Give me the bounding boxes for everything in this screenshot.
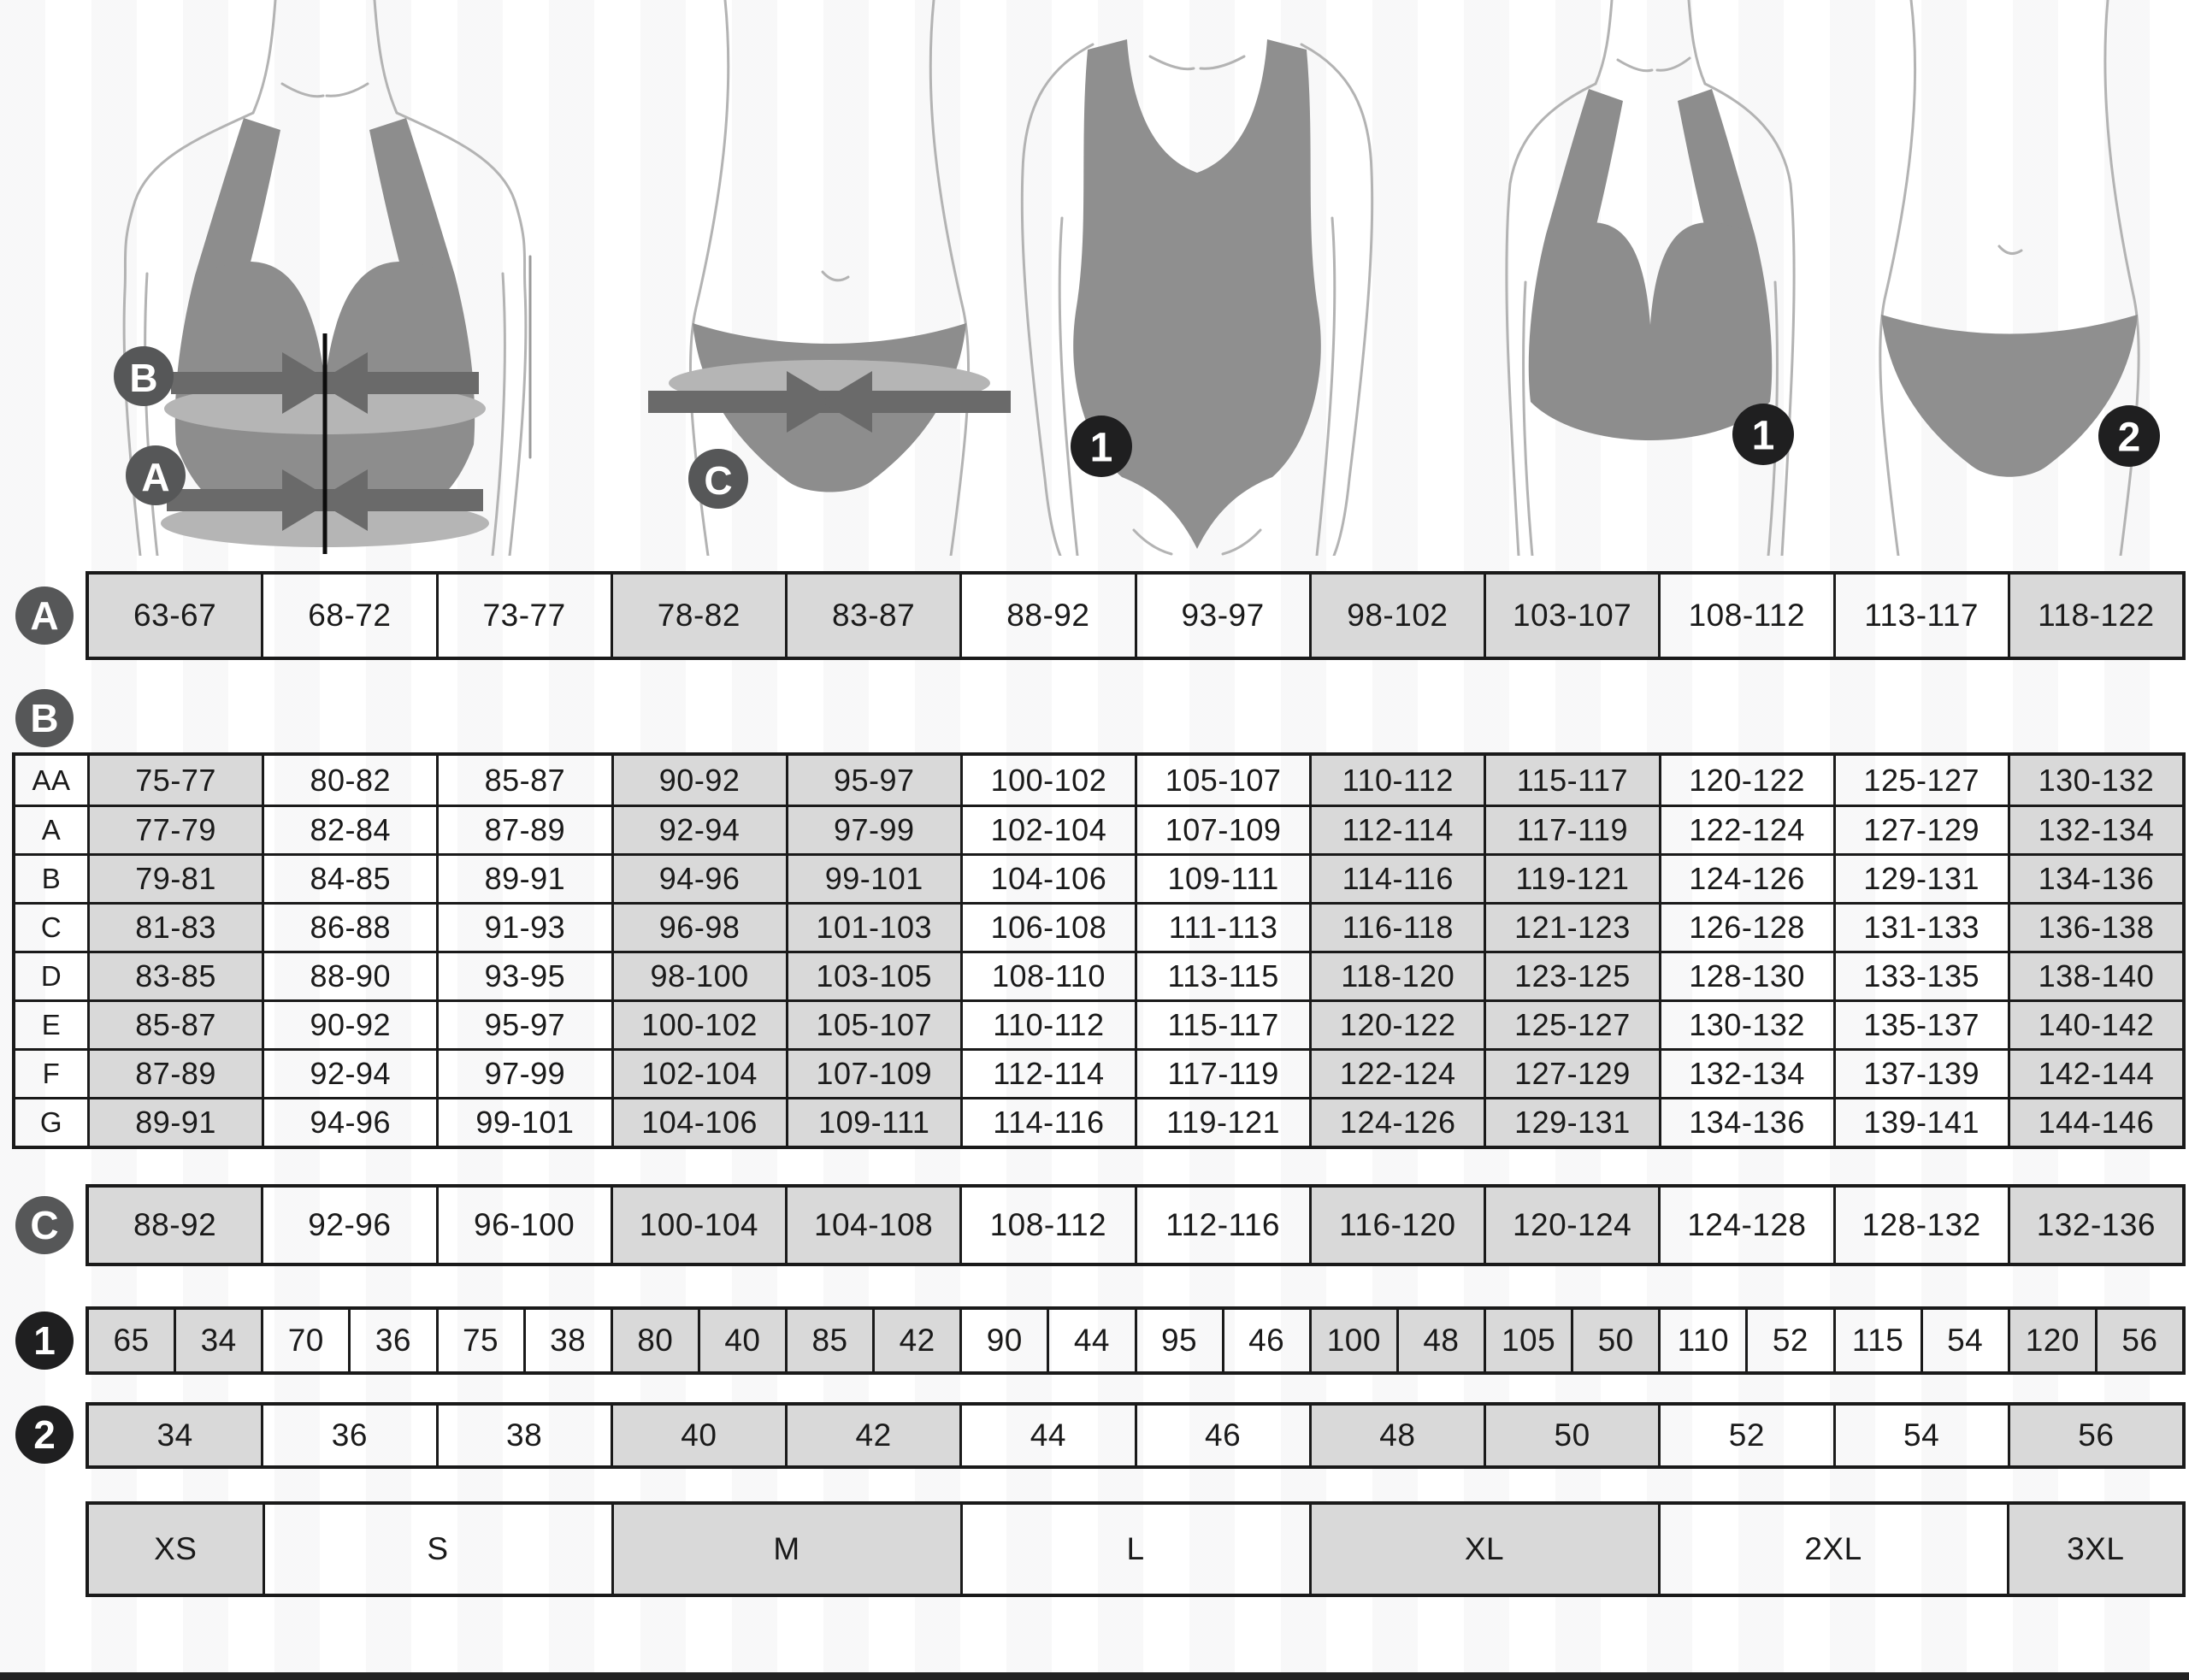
table-cell: 34: [89, 1406, 261, 1465]
table-cell: 130-132: [1659, 999, 1833, 1048]
table-cell: 42: [785, 1406, 959, 1465]
table-cell: 97-99: [786, 805, 960, 853]
table-cell: 124-128: [1658, 1188, 1832, 1263]
table-cell: 100-102: [960, 756, 1135, 805]
table-cell: 101-103: [786, 902, 960, 951]
cup-row-label: C: [15, 902, 87, 951]
table-cell: 50: [1571, 1310, 1658, 1371]
table-cell: 139-141: [1833, 1097, 2008, 1146]
table-cell: 52: [1658, 1406, 1832, 1465]
table-cell: 134-136: [2008, 853, 2182, 902]
table-cell: 100: [1309, 1310, 1396, 1371]
cup-row-label: B: [15, 853, 87, 902]
bottom-border-bar: [0, 1672, 2189, 1680]
table-cell: 103-107: [1484, 575, 1658, 657]
table-cell: 34: [174, 1310, 261, 1371]
table-cell: 87-89: [87, 1048, 262, 1097]
table-cell: 142-144: [2008, 1048, 2182, 1097]
table-cell: 46: [1135, 1406, 1309, 1465]
badge-c-icon: [688, 449, 748, 509]
size-cell: XS: [89, 1505, 263, 1594]
bra-measurement-illustration: [51, 0, 599, 556]
table-cell: 96-100: [436, 1188, 611, 1263]
table-cell: 94-96: [262, 1097, 436, 1146]
table-cell: 36: [348, 1310, 435, 1371]
brief-size-table: [86, 1402, 2186, 1469]
table-cell: 108-112: [1658, 575, 1832, 657]
table-cell: 46: [1222, 1310, 1309, 1371]
table-cell: 132-134: [2008, 805, 2182, 853]
table-cell: 121-123: [1484, 902, 1658, 951]
table-cell: 107-109: [1135, 805, 1309, 853]
table-cell: 131-133: [1833, 902, 2008, 951]
briefs-illustration: [1830, 0, 2189, 556]
bra-figure: [1437, 0, 1864, 556]
table-cell: 82-84: [262, 805, 436, 853]
table-cell: 38: [436, 1406, 611, 1465]
table-cell: 120-122: [1659, 756, 1833, 805]
table-cell: 36: [261, 1406, 435, 1465]
table-cell: 48: [1396, 1310, 1484, 1371]
table-cell: 138-140: [2008, 951, 2182, 999]
table-cell: 90: [959, 1310, 1047, 1371]
table-cell: 132-134: [1659, 1048, 1833, 1097]
table-cell: 114-116: [1309, 853, 1484, 902]
svg-text:C: C: [704, 458, 733, 503]
size-cell: 2XL: [1658, 1505, 2007, 1594]
briefs-garment: [1881, 315, 2138, 477]
briefs-figure: [1830, 0, 2189, 556]
table-cell: 50: [1484, 1406, 1658, 1465]
table-cell: 40: [698, 1310, 785, 1371]
table-cell: 96-98: [611, 902, 786, 951]
table-cell: 75-77: [87, 756, 262, 805]
letter-size-table: [86, 1501, 2186, 1597]
table-cell: 105-107: [1135, 756, 1309, 805]
svg-text:1: 1: [1089, 425, 1113, 471]
table-cell: 93-97: [1135, 575, 1309, 657]
table-cell: 118-120: [1309, 951, 1484, 999]
table-cell: 129-131: [1833, 853, 2008, 902]
table-cell: 124-126: [1309, 1097, 1484, 1146]
svg-text:1: 1: [1751, 413, 1775, 459]
table-cell: 128-130: [1659, 951, 1833, 999]
table-cell: 144-146: [2008, 1097, 2182, 1146]
svg-text:A: A: [141, 455, 170, 499]
table-cell: 40: [611, 1406, 785, 1465]
table-cell: 100-102: [611, 999, 786, 1048]
badge-2-briefs-icon: [2098, 405, 2160, 467]
table-cell: 133-135: [1833, 951, 2008, 999]
table-cell: 54: [1921, 1310, 2008, 1371]
table-cell: 54: [1833, 1406, 2008, 1465]
table-cell: 88-92: [959, 575, 1134, 657]
table-cell: 104-106: [960, 853, 1135, 902]
table-cell: 70: [261, 1310, 348, 1371]
table-cell: 110-112: [1309, 756, 1484, 805]
table-cell: 99-101: [786, 853, 960, 902]
table-cell: 112-114: [960, 1048, 1135, 1097]
table-cell: 83-87: [785, 575, 959, 657]
table-cell: 86-88: [262, 902, 436, 951]
table-cell: 120-122: [1309, 999, 1484, 1048]
table-cell: 134-136: [1659, 1097, 1833, 1146]
table-cell: 93-95: [436, 951, 611, 999]
table-cell: 52: [1745, 1310, 1832, 1371]
table-cell: 48: [1309, 1406, 1484, 1465]
table-cell: 125-127: [1484, 999, 1658, 1048]
table-cell: 98-102: [1309, 575, 1484, 657]
table-cell: 107-109: [786, 1048, 960, 1097]
table-cell: 56: [2095, 1310, 2182, 1371]
size-cell: XL: [1309, 1505, 1658, 1594]
figure-illustrations: [0, 0, 2189, 557]
table-cell: 122-124: [1659, 805, 1833, 853]
table-cell: 112-114: [1309, 805, 1484, 853]
table-cell: 89-91: [436, 853, 611, 902]
bra-measurement-figure: [51, 0, 599, 556]
table-cell: 56: [2008, 1406, 2182, 1465]
table-cell: 103-105: [786, 951, 960, 999]
table-cell: 84-85: [262, 853, 436, 902]
table-cell: 110-112: [960, 999, 1135, 1048]
table-cell: 111-113: [1135, 902, 1309, 951]
table-cell: 120: [2008, 1310, 2095, 1371]
table-cell: 129-131: [1484, 1097, 1658, 1146]
underbust-table: [86, 571, 2186, 660]
table-cell: 95-97: [436, 999, 611, 1048]
table-cell: 115-117: [1135, 999, 1309, 1048]
table-cell: 104-108: [785, 1188, 959, 1263]
badge-b: B: [15, 689, 74, 747]
table-cell: 109-111: [786, 1097, 960, 1146]
badge-1-swimsuit-icon: [1071, 416, 1132, 477]
bust-cup-table: [12, 752, 2186, 1149]
svg-text:B: B: [129, 356, 158, 400]
hips-table: [86, 1184, 2186, 1266]
size-cell: L: [960, 1505, 1309, 1594]
table-cell: 42: [872, 1310, 959, 1371]
table-cell: 75: [436, 1310, 523, 1371]
table-cell: 95-97: [786, 756, 960, 805]
table-cell: 83-85: [87, 951, 262, 999]
table-cell: 68-72: [261, 575, 435, 657]
table-cell: 126-128: [1659, 902, 1833, 951]
cup-row-label: A: [15, 805, 87, 853]
table-cell: 123-125: [1484, 951, 1658, 999]
table-cell: 110: [1658, 1310, 1745, 1371]
table-cell: 88-92: [89, 1188, 261, 1263]
table-cell: 140-142: [2008, 999, 2182, 1048]
table-cell: 95: [1135, 1310, 1222, 1371]
table-cell: 130-132: [2008, 756, 2182, 805]
table-cell: 119-121: [1135, 1097, 1309, 1146]
cup-row-label: F: [15, 1048, 87, 1097]
table-cell: 63-67: [89, 575, 261, 657]
table-cell: 115: [1833, 1310, 1921, 1371]
table-cell: 127-129: [1833, 805, 2008, 853]
table-cell: 98-100: [611, 951, 786, 999]
table-cell: 85-87: [436, 756, 611, 805]
table-cell: 100-104: [611, 1188, 785, 1263]
badge-1-bra-icon: [1732, 404, 1794, 465]
table-cell: 87-89: [436, 805, 611, 853]
table-cell: 120-124: [1484, 1188, 1658, 1263]
table-cell: 132-136: [2008, 1188, 2182, 1263]
table-cell: 108-112: [959, 1188, 1134, 1263]
table-cell: 85: [785, 1310, 872, 1371]
table-cell: 135-137: [1833, 999, 2008, 1048]
bra-illustration: [1437, 0, 1864, 556]
table-cell: 125-127: [1833, 756, 2008, 805]
table-cell: 109-111: [1135, 853, 1309, 902]
cup-row-label: AA: [32, 763, 71, 796]
size-cell: M: [611, 1505, 960, 1594]
table-cell: 102-104: [960, 805, 1135, 853]
badge-c: C: [15, 1196, 74, 1254]
table-cell: 106-108: [960, 902, 1135, 951]
badge-b-icon: [114, 346, 174, 406]
size-cell: 3XL: [2007, 1505, 2183, 1594]
table-cell: 105-107: [786, 999, 960, 1048]
table-cell: 44: [959, 1406, 1134, 1465]
size-cell: S: [263, 1505, 611, 1594]
swimsuit-figure: [966, 0, 1428, 556]
table-cell: 116-120: [1309, 1188, 1484, 1263]
table-cell: 97-99: [436, 1048, 611, 1097]
table-cell: 90-92: [262, 999, 436, 1048]
table-cell: 117-119: [1484, 805, 1658, 853]
table-cell: 104-106: [611, 1097, 786, 1146]
table-cell: 122-124: [1309, 1048, 1484, 1097]
table-cell: 108-110: [960, 951, 1135, 999]
table-cell: 90-92: [611, 756, 786, 805]
bra-garment: [1529, 89, 1773, 440]
svg-text:2: 2: [2117, 415, 2141, 461]
table-cell: 114-116: [960, 1097, 1135, 1146]
table-cell: 88-90: [262, 951, 436, 999]
table-cell: 89-91: [87, 1097, 262, 1146]
table-cell: 91-93: [436, 902, 611, 951]
table-cell: 128-132: [1833, 1188, 2008, 1263]
table-cell: 38: [523, 1310, 611, 1371]
table-cell: 115-117: [1484, 756, 1658, 805]
table-cell: 79-81: [87, 853, 262, 902]
table-cell: 116-118: [1309, 902, 1484, 951]
table-cell: 65: [89, 1310, 174, 1371]
cup-row-label: D: [15, 951, 87, 999]
table-cell: 44: [1047, 1310, 1134, 1371]
table-cell: 80: [611, 1310, 698, 1371]
badge-1: 1: [15, 1312, 74, 1370]
table-cell: 113-115: [1135, 951, 1309, 999]
table-cell: 94-96: [611, 853, 786, 902]
cup-row-label: E: [15, 999, 87, 1048]
bra-size-table: [86, 1306, 2186, 1375]
table-cell: 105: [1484, 1310, 1571, 1371]
table-cell: 77-79: [87, 805, 262, 853]
table-cell: 92-94: [611, 805, 786, 853]
table-cell: 99-101: [436, 1097, 611, 1146]
table-cell: 113-117: [1833, 575, 2008, 657]
table-cell: 136-138: [2008, 902, 2182, 951]
badge-a: A: [15, 587, 74, 645]
swimsuit-illustration: [966, 0, 1428, 556]
table-cell: 78-82: [611, 575, 785, 657]
table-cell: 118-122: [2008, 575, 2182, 657]
badge-a-icon: [126, 445, 186, 505]
table-cell: 117-119: [1135, 1048, 1309, 1097]
cup-row-label: G: [15, 1097, 87, 1146]
table-cell: 137-139: [1833, 1048, 2008, 1097]
table-cell: 81-83: [87, 902, 262, 951]
table-cell: 112-116: [1135, 1188, 1309, 1263]
badge-2: 2: [15, 1406, 74, 1464]
table-cell: 85-87: [87, 999, 262, 1048]
table-cell: 92-96: [261, 1188, 435, 1263]
table-cell: 92-94: [262, 1048, 436, 1097]
table-cell: 124-126: [1659, 853, 1833, 902]
table-cell: 127-129: [1484, 1048, 1658, 1097]
table-cell: 80-82: [262, 756, 436, 805]
table-cell: 119-121: [1484, 853, 1658, 902]
table-cell: 102-104: [611, 1048, 786, 1097]
table-cell: 73-77: [436, 575, 611, 657]
